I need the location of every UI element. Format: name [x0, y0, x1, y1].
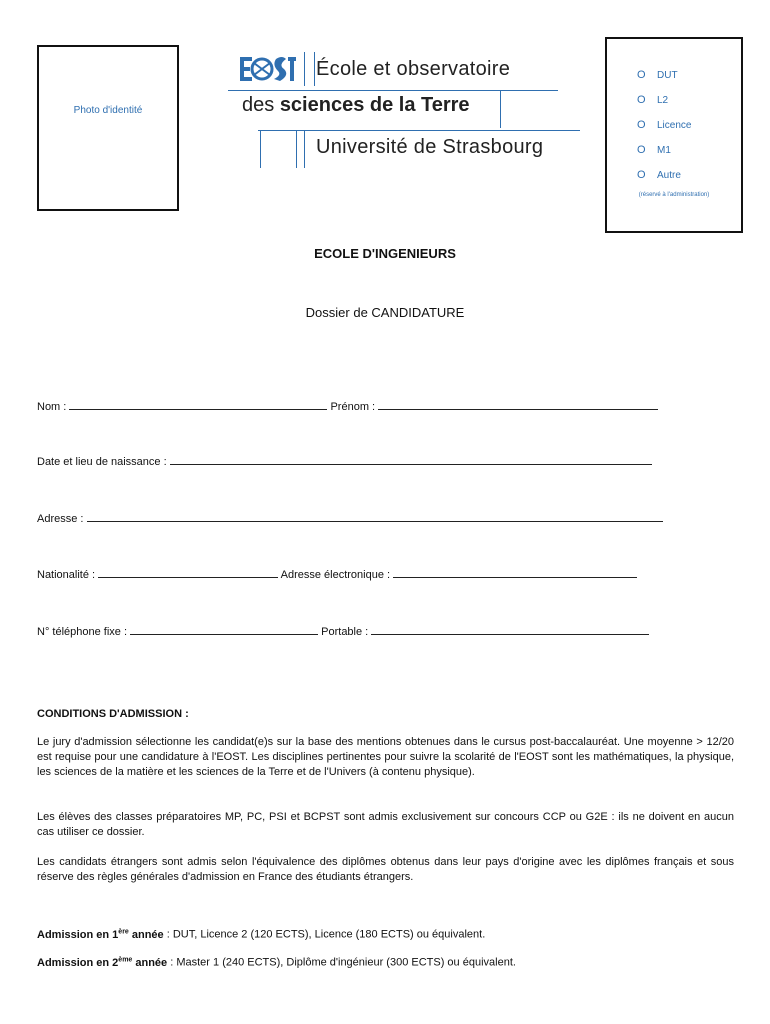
admission-second-year [37, 956, 516, 969]
eost-logo [228, 50, 588, 172]
radio-circle-icon: O [637, 69, 646, 81]
email-label: Adresse électronique : [280, 569, 391, 581]
logo-line-ecole: École et observatoire [316, 58, 511, 80]
form-row-naissance [37, 453, 652, 468]
admission-first-prefix: Admission en 1 [37, 928, 119, 941]
form-row-telephone [37, 623, 649, 638]
eost-logo-mark [238, 53, 296, 85]
logo-line-universite: Université de Strasbourg [316, 136, 544, 158]
admin-option-label: L2 [657, 95, 669, 106]
admission-first-sup: ère [118, 928, 129, 935]
radio-circle-icon: O [637, 119, 646, 131]
admin-option-dut[interactable] [637, 69, 678, 81]
admission-first-suffix: année [128, 928, 164, 941]
portable-field[interactable] [371, 623, 649, 635]
admission-second-prefix: Admission en 2 [37, 956, 119, 969]
portable-label: Portable : [321, 626, 369, 638]
nom-label: Nom : [37, 401, 67, 413]
form-row-nationalite [37, 566, 637, 581]
admin-option-m1[interactable] [637, 144, 671, 156]
conditions-paragraph-3: Les candidats étrangers sont admis selon l'équivalence des diplômes obtenus dans leur pays d'origine avec les diplômes français et sous réserve des règles générales d'admission en France des étudiants étrangers. [37, 856, 734, 883]
admission-second-text: : Master 1 (240 ECTS), Diplôme d'ingénieur (300 ECTS) ou équivalent. [167, 956, 516, 969]
admin-option-label: Licence [657, 120, 692, 131]
conditions-heading: CONDITIONS D'ADMISSION : [37, 708, 189, 720]
naissance-field[interactable] [170, 453, 652, 465]
prenom-label: Prénom : [330, 401, 376, 413]
adresse-field[interactable] [87, 510, 663, 522]
conditions-paragraph-1: Le jury d'admission sélectionne les candidat(e)s sur la base des mentions obtenues dans le cursus post-baccalauréat. Une moyenne > 12/20 est requise pour une candidature à l'EOST. Les disciplines pertinentes pour suivre la scolarité de l'EOST sont les mathématiques, la physique, les sciences de la matière et les sciences de la Terre et de l'Univers (à contenu physique). [37, 736, 734, 778]
radio-circle-icon: O [637, 169, 646, 181]
form-row-nom [37, 398, 658, 413]
conditions-paragraph-2: Les élèves des classes préparatoires MP, PC, PSI et BCPST sont admis exclusivement sur concours CCP ou G2E : ils ne doivent en aucun cas utiliser ce dossier. [37, 811, 734, 838]
admin-option-label: Autre [657, 170, 681, 181]
email-field[interactable] [393, 566, 637, 578]
admin-reserved-box [605, 37, 743, 233]
logo-line-sciences-bold: sciences de la Terre [279, 94, 470, 116]
admin-reserved-note: (réservé à l'administration) [638, 192, 710, 198]
nom-field[interactable] [69, 398, 327, 410]
admin-option-l2[interactable] [637, 94, 668, 106]
logo-line-sciences-prefix: des [242, 94, 280, 116]
admin-option-label: M1 [657, 145, 671, 156]
admission-second-sup: ème [118, 956, 133, 963]
photo-id-label: Photo d'identité [73, 105, 143, 116]
admission-first-year [37, 928, 485, 941]
page-title: ECOLE D'INGENIEURS [314, 246, 456, 261]
admin-option-licence[interactable] [637, 119, 691, 131]
admission-second-suffix: année [132, 956, 168, 969]
logo-line-sciences [242, 94, 470, 117]
admin-option-label: DUT [657, 70, 678, 81]
adresse-label: Adresse : [37, 513, 84, 525]
nationalite-label: Nationalité : [37, 569, 96, 581]
page-subtitle: Dossier de CANDIDATURE [305, 305, 465, 320]
admin-option-autre[interactable] [637, 169, 681, 181]
admission-first-text: : DUT, Licence 2 (120 ECTS), Licence (180 ECTS) ou équivalent. [163, 928, 486, 941]
radio-circle-icon: O [637, 94, 646, 106]
telephone-label: N° téléphone fixe : [37, 626, 128, 638]
naissance-label: Date et lieu de naissance : [37, 456, 167, 468]
radio-circle-icon: O [637, 144, 646, 156]
nationalite-field[interactable] [98, 566, 278, 578]
telephone-field[interactable] [130, 623, 318, 635]
photo-id-box [37, 45, 179, 211]
form-row-adresse [37, 510, 663, 525]
prenom-field[interactable] [378, 398, 658, 410]
